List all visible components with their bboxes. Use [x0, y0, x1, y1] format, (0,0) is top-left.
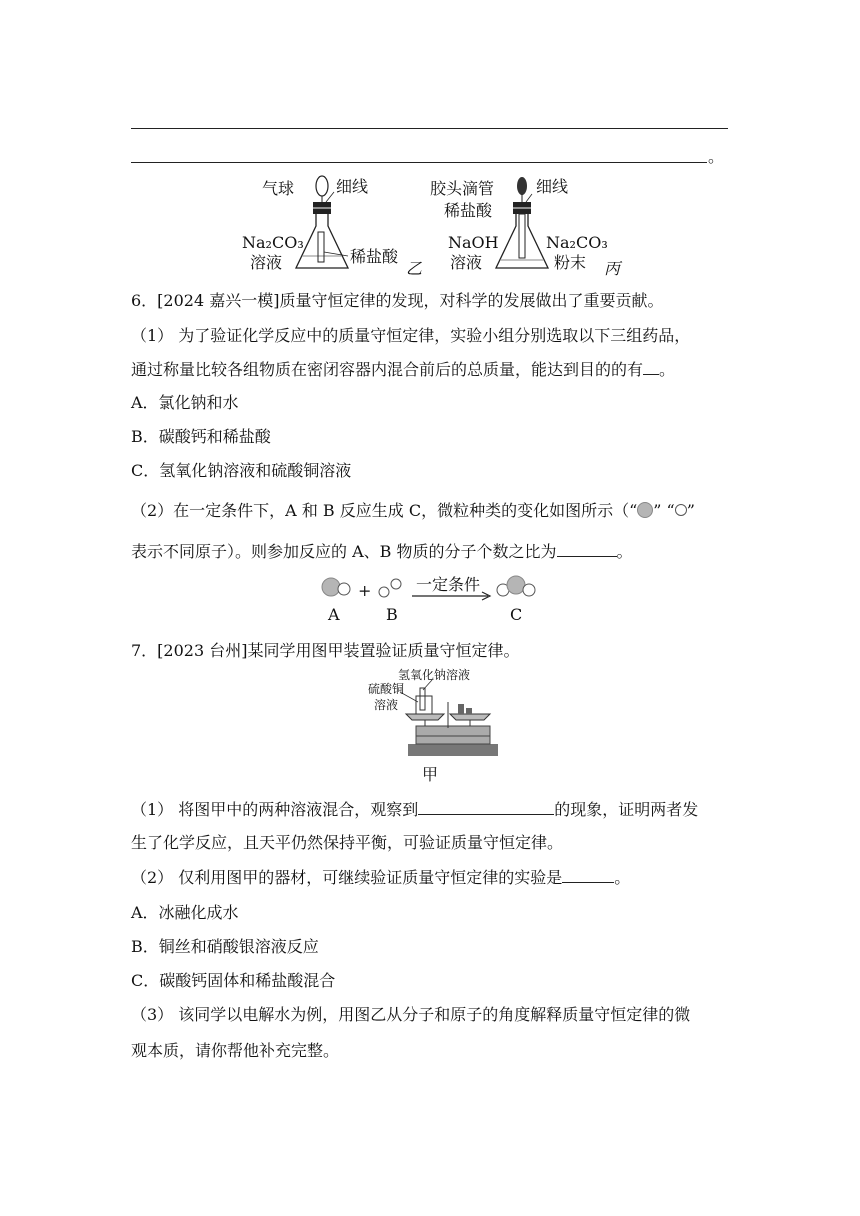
- q7-part2-text: （2） 仅利用图甲的器材，可继续验证质量守恒定律的实验是: [131, 868, 563, 887]
- label-naoh-solution: 氢氧化钠溶液: [398, 668, 471, 682]
- q7-part1-text-b: 的现象，证明两者发: [554, 800, 699, 819]
- q7-part1-line1: [131, 798, 698, 821]
- q7-stem: 7．[2023 台州]某同学用图甲装置验证质量守恒定律。: [131, 641, 520, 660]
- figure-yi: [240, 172, 430, 282]
- figure-bing: [430, 172, 634, 282]
- q7-part2-blank[interactable]: [562, 866, 614, 883]
- q6-part1-line2: [131, 358, 675, 381]
- q7-part1-blank[interactable]: [418, 798, 554, 815]
- q6-part2-text-c: ”: [686, 501, 695, 520]
- label-thread: 细线: [336, 177, 369, 196]
- q6-part1-end: 。: [659, 360, 676, 379]
- q6-option-b: B．碳酸钙和稀盐酸: [131, 427, 271, 446]
- q6-part2-text-a: （2）在一定条件下，A 和 B 反应生成 C，微粒种类的变化如图所示（“: [131, 501, 638, 520]
- white-atom-icon: [675, 504, 687, 516]
- q7-option-a: A．冰融化成水: [131, 903, 239, 922]
- answer-line-2: [131, 162, 707, 163]
- q7-part1-text-a: （1） 将图甲中的两种溶液混合，观察到: [131, 800, 419, 819]
- q6-part2-text-b: ” “: [653, 501, 675, 520]
- caption-bing: 丙: [604, 259, 621, 278]
- q6-part2-text: 表示不同原子）。则参加反应的 A、B 物质的分子个数之比为: [131, 542, 557, 561]
- q6-stem: 6．[2024 嘉兴一模]质量守恒定律的发现，对科学的发展做出了重要贡献。: [131, 291, 664, 310]
- label-c: C: [510, 605, 523, 624]
- label-naoh: NaOH: [448, 233, 499, 252]
- q7-part2: [131, 866, 630, 889]
- label-powder: 粉末: [554, 253, 587, 272]
- q7-part2-end: 。: [614, 868, 631, 887]
- label-dropper: 胶头滴管: [430, 179, 495, 198]
- q7-part3-line2: 观本质，请你帮他补充完整。: [131, 1041, 340, 1060]
- caption-yi: 乙: [406, 259, 423, 278]
- q6-part2-line1: [131, 500, 695, 522]
- q7-part3-line1: （3） 该同学以电解水为例，用图乙从分子和原子的角度解释质量守恒定律的微: [131, 1005, 691, 1024]
- label-hcl-bing: 稀盐酸: [444, 201, 493, 220]
- label-na2co3-bing: Na₂CO₃: [546, 233, 608, 252]
- grey-atom-icon: [637, 502, 653, 518]
- label-solution: 溶液: [250, 253, 283, 272]
- q6-option-a: A．氯化钠和水: [131, 393, 239, 412]
- label-hcl: 稀盐酸: [350, 247, 399, 266]
- q6-part2-blank[interactable]: [557, 540, 617, 557]
- label-thread-bing: 细线: [536, 177, 569, 196]
- q6-part1-text: 通过称量比较各组物质在密闭容器内混合前后的总质量，能达到目的的有: [131, 360, 644, 379]
- label-plus: +: [358, 581, 372, 600]
- reaction-diagram: [318, 574, 548, 626]
- q6-part1-blank[interactable]: [643, 358, 659, 375]
- label-a: A: [328, 605, 340, 624]
- label-cuso4-2: 溶液: [374, 698, 399, 712]
- q6-part2-end: 。: [616, 542, 633, 561]
- answer-line-period: 。: [708, 147, 725, 166]
- figure-jia: [360, 666, 510, 786]
- label-solution-bing: 溶液: [450, 253, 483, 272]
- label-b: B: [386, 605, 398, 624]
- answer-line-1: [131, 128, 728, 129]
- q7-option-c: C．碳酸钙固体和稀盐酸混合: [131, 971, 336, 990]
- label-condition: 一定条件: [416, 575, 481, 594]
- label-balloon: 气球: [262, 179, 295, 198]
- q7-option-b: B．铜丝和硝酸银溶液反应: [131, 937, 319, 956]
- q7-part1-line2: 生了化学反应，且天平仍然保持平衡，可验证质量守恒定律。: [131, 833, 564, 852]
- q6-part1-line1: （1） 为了验证化学反应中的质量守恒定律，实验小组分别选取以下三组药品，: [131, 326, 691, 345]
- label-na2co3: Na₂CO₃: [242, 233, 304, 252]
- label-cuso4-1: 硫酸铜: [368, 682, 405, 696]
- caption-jia: 甲: [422, 765, 439, 784]
- q6-option-c: C．氢氧化钠溶液和硫酸铜溶液: [131, 461, 352, 480]
- q6-part2-line2: [131, 540, 633, 563]
